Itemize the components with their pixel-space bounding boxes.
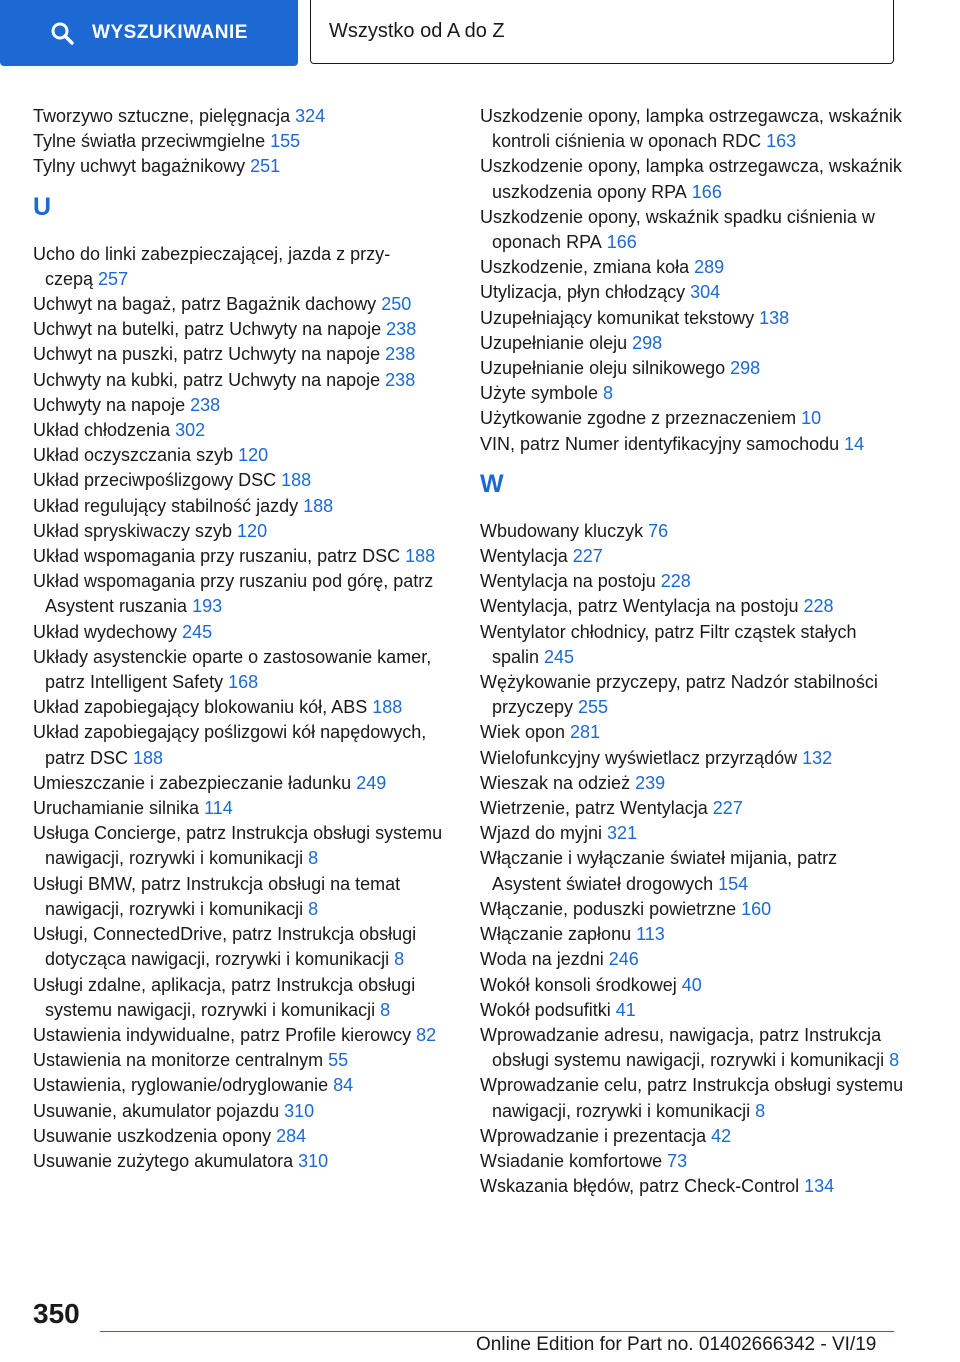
index-entry-text: Wentylator chłodnicy, patrz Filtr cząstek stałych spalin [480, 621, 857, 667]
index-entry [480, 104, 910, 154]
index-entry [33, 443, 453, 468]
index-entry [33, 1048, 453, 1073]
index-entry [480, 356, 910, 381]
page-reference-link[interactable]: 245 [182, 621, 213, 642]
index-entry-text: Układ regulujący stabilność jazdy [33, 495, 299, 516]
index-entry-text: Uszkodzenie opony, lampka ostrzegawcza, wskaźnik uszkodzenia opony RPA [480, 156, 902, 202]
index-entry-text: Ustawienia, ryglowanie/odryglowanie [33, 1075, 329, 1096]
index-entry-text: Uchwyty na kubki, patrz Uchwyty na napoje [33, 369, 381, 390]
page-reference-link[interactable]: 239 [635, 772, 666, 793]
page-reference-link[interactable]: 14 [844, 433, 865, 454]
index-entry-text: Uzupełnianie oleju [480, 332, 628, 353]
index-entry [33, 1149, 453, 1174]
footer-divider [100, 1331, 894, 1332]
page-reference-link[interactable]: 238 [190, 394, 221, 415]
page-reference-link[interactable]: 310 [298, 1150, 329, 1171]
page-reference-link[interactable]: 289 [694, 257, 725, 278]
page-reference-link[interactable]: 8 [308, 848, 319, 869]
index-entry-text: Uszkodzenie, zmiana koła [480, 257, 690, 278]
index-entry-text: Wjazd do myjni [480, 823, 603, 844]
index-entry-text: Wężykowanie przyczepy, patrz Nadzór stabilności przyczepy [480, 672, 878, 718]
page-reference-link[interactable]: 166 [691, 181, 722, 202]
page-reference-link[interactable]: 238 [385, 344, 416, 365]
index-entry-text: Uruchamianie silnika [33, 798, 200, 819]
index-entry [480, 280, 910, 305]
index-entry [33, 720, 453, 770]
index-entry [480, 922, 910, 947]
index-entry [33, 821, 453, 871]
index-entry [33, 695, 453, 720]
index-entry-text: VIN, patrz Numer identyfikacyjny samochodu [480, 433, 840, 454]
index-entry [33, 796, 453, 821]
index-entry [480, 720, 910, 745]
index-entry-text: Woda na jezdni [480, 949, 604, 970]
index-entry-text: Uchwyt na bagaż, patrz Bagażnik dachowy [33, 294, 377, 315]
index-entry [480, 1174, 910, 1199]
page-reference-link[interactable]: 302 [175, 420, 206, 441]
page-reference-link[interactable]: 40 [681, 974, 702, 995]
page-reference-link[interactable]: 188 [133, 747, 164, 768]
index-entry-text: Wprowadzanie i prezentacja [480, 1125, 707, 1146]
index-entry [480, 331, 910, 356]
index-entry-text: Układ wspomagania przy ruszaniu, patrz DSC [33, 546, 401, 567]
index-entry-text: Uzupełniający komunikat tekstowy [480, 307, 755, 328]
index-entry [33, 1124, 453, 1149]
index-entry-text: Usługi BMW, patrz Instrukcja obsługi na temat nawigacji, rozrywki i komunikacji [33, 873, 401, 919]
index-entry-text: Ustawienia na monitorze centralnym [33, 1050, 324, 1071]
index-entry [33, 771, 453, 796]
index-entry-text: Wokół podsufitki [480, 999, 611, 1020]
index-entry-text: Umieszczanie i zabezpieczanie ładunku [33, 772, 352, 793]
index-entry [33, 1099, 453, 1124]
index-entry [480, 255, 910, 280]
page-reference-link[interactable]: 238 [385, 369, 416, 390]
index-entry [480, 1149, 910, 1174]
page-reference-link[interactable]: 188 [303, 495, 334, 516]
index-entry-text: Wielofunkcyjny wyświetlacz przyrządów [480, 747, 798, 768]
page-reference-link[interactable]: 160 [741, 898, 772, 919]
index-entry-text: Włączanie i wyłączanie świateł mijania, patrz Asystent świateł drogowych [480, 848, 838, 894]
page-reference-link[interactable]: 8 [755, 1100, 766, 1121]
page-reference-link[interactable]: 8 [380, 999, 391, 1020]
index-entry [480, 897, 910, 922]
index-entry-text: Wentylacja na postoju [480, 571, 656, 592]
index-entry [33, 154, 453, 179]
page-reference-link[interactable]: 188 [372, 697, 403, 718]
page-reference-link[interactable]: 76 [648, 520, 669, 541]
page-reference-link[interactable]: 8 [394, 949, 405, 970]
page-reference-link[interactable]: 284 [276, 1125, 307, 1146]
index-entry-text: Wskazania błędów, patrz Check-Control [480, 1176, 800, 1197]
index-entry-text: Układ oczyszczania szyb [33, 445, 234, 466]
index-entry-text: Włączanie zapłonu [480, 924, 632, 945]
index-entry-text: Ucho do linki zabezpieczającej, jazda z przyczepą [33, 243, 391, 289]
index-entry [33, 342, 453, 367]
index-column-left [33, 104, 453, 1174]
index-entry [33, 569, 453, 619]
index-entry [33, 519, 453, 544]
index-entry-text: Wiek opon [480, 722, 566, 743]
page-reference-link[interactable]: 227 [572, 546, 603, 567]
edition-text: Online Edition for Part no. 01402666342 - VI/19 [476, 1334, 877, 1355]
index-entry-text: Ustawienia indywidualne, patrz Profile kierowcy [33, 1024, 412, 1045]
index-entry-text: Tylny uchwyt bagażnikowy [33, 156, 246, 177]
page-reference-link[interactable]: 188 [281, 470, 312, 491]
index-entry [480, 594, 910, 619]
index-entry-text: Wprowadzanie adresu, nawigacja, patrz Instrukcja obsługi systemu nawigacji, rozrywki i komunikacji [480, 1024, 885, 1071]
top-navigation [0, 0, 960, 66]
index-entry-text: Wieszak na odzież [480, 772, 631, 793]
page-reference-link[interactable]: 55 [328, 1050, 349, 1071]
page-reference-link[interactable]: 113 [636, 924, 665, 945]
index-entry-text: Usuwanie, akumulator pojazdu [33, 1100, 280, 1121]
index-entry [33, 104, 453, 129]
page-reference-link[interactable]: 193 [192, 596, 223, 617]
page-reference-link[interactable]: 155 [270, 131, 301, 152]
index-entry [33, 242, 453, 292]
page-reference-link[interactable]: 321 [607, 823, 638, 844]
index-entry-text: Utylizacja, płyn chłodzący [480, 282, 686, 303]
index-entry [480, 381, 910, 406]
index-entry [33, 368, 453, 393]
index-entry [480, 670, 910, 720]
index-entry [33, 292, 453, 317]
index-entry-text: Wprowadzanie celu, patrz Instrukcja obsługi systemu nawigacji, rozrywki i komunikacji [480, 1075, 904, 1121]
page-reference-link[interactable]: 138 [759, 307, 790, 328]
index-entry-text: Uchwyt na puszki, patrz Uchwyty na napoje [33, 344, 381, 365]
index-entry-text: Tylne światła przeciwmgielne [33, 131, 266, 152]
page-reference-link[interactable]: 310 [284, 1100, 315, 1121]
index-entry-text: Użytkowanie zgodne z przeznaczeniem [480, 408, 797, 429]
index-entry [480, 771, 910, 796]
index-entry-text: Uchwyty na napoje [33, 394, 186, 415]
search-button-label: WYSZUKIWANIE [92, 22, 248, 43]
section-letter: W [480, 469, 504, 498]
search-button[interactable] [0, 0, 298, 66]
index-entry-text: Wokół konsoli środkowej [480, 974, 677, 995]
index-entry [480, 1023, 910, 1073]
index-entry [480, 796, 910, 821]
page-reference-link[interactable]: 114 [204, 798, 233, 819]
index-entry [480, 821, 910, 846]
index-entry [480, 1124, 910, 1149]
page-reference-link[interactable]: 250 [381, 294, 412, 315]
page-reference-link[interactable]: 134 [804, 1176, 835, 1197]
page-reference-link[interactable]: 10 [801, 408, 822, 429]
index-entry-text: Tworzywo sztuczne, pielęgnacja [33, 106, 291, 126]
index-entry [33, 1023, 453, 1048]
index-entry [480, 154, 910, 204]
page-reference-link[interactable]: 227 [712, 798, 743, 819]
page-reference-link[interactable]: 228 [660, 571, 691, 592]
page-reference-link[interactable]: 304 [690, 282, 721, 303]
index-entry-text: Układy asystenckie oparte o zastosowanie kamer, patrz Intelligent Safety [33, 646, 432, 693]
page-reference-link[interactable]: 73 [667, 1150, 688, 1171]
page-reference-link[interactable]: 8 [308, 898, 319, 919]
index-entry-text: Wsiadanie komfortowe [480, 1150, 663, 1171]
index-entry-text: Układ przeciwpoślizgowy DSC [33, 470, 277, 491]
page-reference-link[interactable]: 238 [386, 319, 417, 340]
page-reference-link[interactable]: 154 [718, 873, 749, 894]
index-entry-text: Usługi, ConnectedDrive, patrz Instrukcja obsługi dotycząca nawigacji, rozrywki i komunikacji [33, 924, 417, 970]
index-entry [480, 947, 910, 972]
index-entry [33, 494, 453, 519]
index-entry [480, 1073, 910, 1123]
page-reference-link[interactable]: 246 [608, 949, 639, 970]
index-entry [480, 306, 910, 331]
index-entry-text: Włączanie, poduszki powietrzne [480, 898, 737, 919]
index-entry [480, 432, 910, 457]
index-entry [480, 205, 910, 255]
index-entry [33, 620, 453, 645]
index-entry-text: Usuwanie zużytego akumulatora [33, 1150, 294, 1171]
page-reference-link[interactable]: 249 [356, 772, 387, 793]
index-entry [480, 973, 910, 998]
page-reference-link[interactable]: 228 [803, 596, 834, 617]
index-entry [480, 544, 910, 569]
page-reference-link[interactable]: 298 [730, 358, 761, 379]
index-entry [33, 872, 453, 922]
index-entry-text: Usuwanie uszkodzenia opony [33, 1125, 272, 1146]
page-number: 350 [33, 1298, 80, 1329]
index-entry [480, 519, 910, 544]
search-icon [50, 21, 74, 45]
index-entry [33, 922, 453, 972]
index-entry-text: Uszkodzenie opony, lampka ostrzegawcza, wskaźnik kontroli ciśnienia w oponach RDC [480, 106, 902, 152]
az-index-button[interactable] [310, 0, 894, 64]
index-entry-text: Użyte symbole [480, 383, 599, 404]
index-entry [480, 620, 910, 670]
page-reference-link[interactable]: 8 [889, 1050, 900, 1071]
index-entry [33, 1073, 453, 1098]
page-reference-link[interactable]: 166 [606, 232, 637, 253]
page-reference-link[interactable]: 251 [250, 156, 281, 177]
index-entry [33, 129, 453, 154]
index-entry [480, 406, 910, 431]
index-entry [480, 569, 910, 594]
page-reference-link[interactable]: 257 [98, 268, 129, 289]
index-entry-text: Układ zapobiegający blokowaniu kół, ABS [33, 697, 368, 718]
index-entry-text: Wentylacja, patrz Wentylacja na postoju [480, 596, 799, 617]
index-entry-text: Układ chłodzenia [33, 420, 171, 441]
page-reference-link[interactable]: 298 [632, 332, 663, 353]
index-entry-text: Wietrzenie, patrz Wentylacja [480, 798, 708, 819]
index-entry [33, 418, 453, 443]
index-entry [33, 973, 453, 1023]
index-entry [33, 393, 453, 418]
page-reference-link[interactable]: 41 [615, 999, 636, 1020]
page-reference-link[interactable]: 188 [405, 546, 436, 567]
index-entry [480, 746, 910, 771]
page-reference-link[interactable]: 82 [416, 1024, 437, 1045]
page-reference-link[interactable]: 42 [711, 1125, 732, 1146]
page-reference-link[interactable]: 84 [333, 1075, 354, 1096]
index-entry-text: Uzupełnianie oleju silnikowego [480, 358, 726, 379]
az-index-label: Wszystko od A do Z [329, 20, 505, 42]
index-entry [33, 645, 453, 695]
index-entry-text: Układ spryskiwaczy szyb [33, 520, 233, 541]
page-reference-link[interactable]: 255 [578, 697, 609, 718]
page-reference-link[interactable]: 281 [570, 722, 601, 743]
index-entry [33, 317, 453, 342]
index-entry-text: Uszkodzenie opony, wskaźnik spadku ciśnienia w oponach RPA [480, 206, 875, 253]
index-entry-text: Układ zapobiegający poślizgowi kół napędowych, patrz DSC [33, 722, 427, 768]
page-reference-link[interactable]: 120 [238, 445, 269, 466]
index-column-right [480, 104, 910, 1199]
section-letter: U [33, 192, 52, 221]
index-entry-text: Układ wspomagania przy ruszaniu pod górę, patrz Asystent ruszania [33, 571, 434, 617]
index-entry [33, 544, 453, 569]
page-reference-link[interactable]: 245 [544, 646, 575, 667]
index-entry-text: Wentylacja [480, 546, 568, 567]
page-reference-link[interactable]: 163 [766, 131, 797, 152]
index-entry-text: Usługa Concierge, patrz Instrukcja obsługi systemu nawigacji, rozrywki i komunikacji [33, 823, 443, 869]
page-reference-link[interactable]: 168 [228, 672, 259, 693]
page-reference-link[interactable]: 120 [237, 520, 268, 541]
page-reference-link[interactable]: 324 [295, 106, 326, 126]
page-reference-link[interactable]: 8 [603, 383, 614, 404]
index-entry [33, 468, 453, 493]
index-entry-text: Układ wydechowy [33, 621, 178, 642]
index-entry-text: Wbudowany kluczyk [480, 520, 644, 541]
index-entry-text: Uchwyt na butelki, patrz Uchwyty na napoje [33, 319, 382, 340]
index-entry [480, 998, 910, 1023]
index-entry-text: Usługi zdalne, aplikacja, patrz Instrukcja obsługi systemu nawigacji, rozrywki i komunikacji [33, 974, 416, 1020]
page-reference-link[interactable]: 132 [802, 747, 833, 768]
index-entry [480, 846, 910, 896]
